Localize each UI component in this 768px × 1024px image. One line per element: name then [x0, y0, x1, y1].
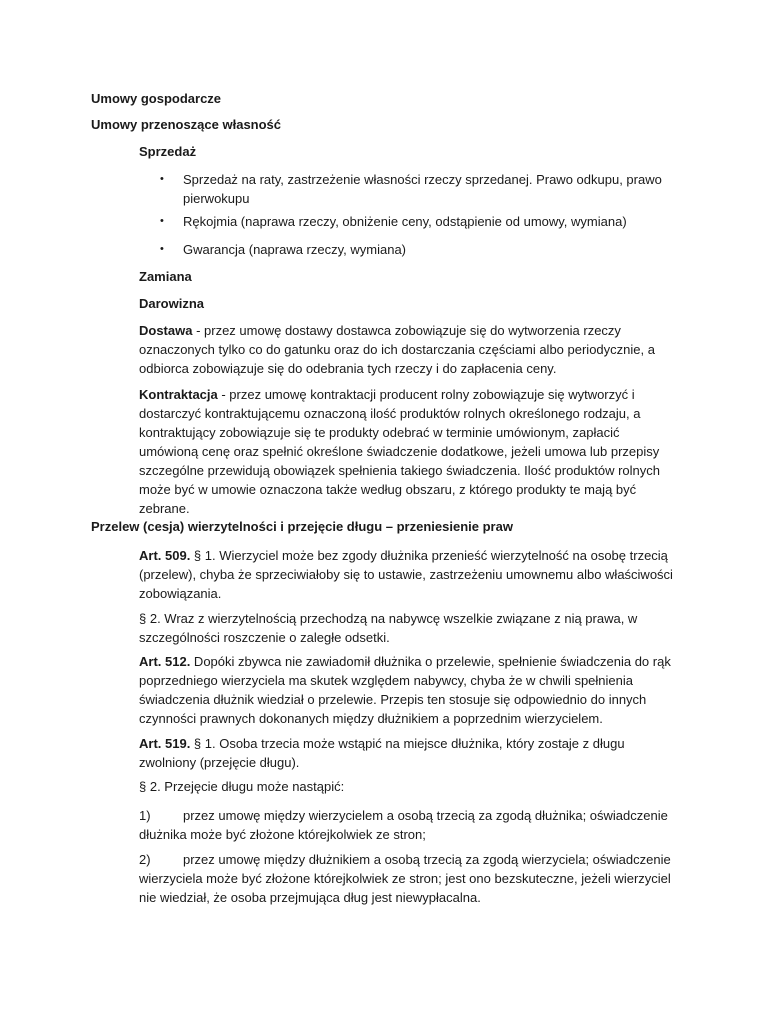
paragraph-art-512 — [139, 652, 679, 728]
paragraph-line: - przez umowę dostawy dostawca zobowiązuje się do wytworzenia rzeczy — [192, 323, 621, 338]
heading-umowy-przenoszace: Umowy przenoszące własność — [91, 117, 282, 132]
heading-przelew: Przelew (cesja) wierzytelności i przejęcie długu – przeniesienie praw — [91, 519, 513, 534]
paragraph-line: zebrane. — [139, 501, 190, 516]
paragraph-line: zobowiązania. — [139, 586, 222, 601]
paragraph-art-509-p2 — [139, 609, 679, 647]
article-ref-509: Art. 509. — [139, 548, 191, 563]
term-dostawa: Dostawa — [139, 323, 193, 338]
paragraph-line: przez umowę między wierzycielem a osobą trzecią za zgodą dłużnika; oświadczenie — [183, 808, 668, 823]
paragraph-line: może być w umowie oznaczona także według obszaru, z którego produkty te mają być — [139, 482, 637, 497]
paragraph-line: dłużnika może być złożone którejkolwiek ze stron; — [139, 827, 426, 842]
paragraph-line: wierzyciela może być złożone którejkolwiek ze stron; jest ono bezskuteczne, jeżeli wierzyciel — [139, 871, 671, 886]
bullet-item-rekojmia — [160, 212, 680, 232]
term-kontraktacja: Kontraktacja — [139, 387, 218, 402]
paragraph-line: poprzedniego wierzyciela ma skutek względem nabywcy, chyba że w chwili spełnienia — [139, 673, 633, 688]
bullet-item-gwarancja — [160, 240, 680, 260]
heading-umowy-gospodarcze: Umowy gospodarcze — [91, 91, 222, 106]
bullet-icon: • — [160, 243, 164, 255]
bullet-item-raty — [160, 170, 680, 210]
paragraph-line: nie wiedział, że osoba przejmująca dług jest niewypłacalna. — [139, 890, 481, 905]
paragraph-line: (przelew), chyba że sprzeciwiałoby się to ustawie, zastrzeżeniu umownemu albo właściwości — [139, 567, 673, 582]
paragraph-line: świadczenia dłużnik wiedział o przelewie. Przepis ten stosuje się odpowiednio do innych — [139, 692, 647, 707]
bullet-icon: • — [160, 173, 164, 185]
paragraph-line: kontraktujący zobowiązuje się te produkty odebrać w terminie umówionym, zapłacić — [139, 425, 620, 440]
paragraph-line: czynności prawnych dokonanych między dłużnikiem a poprzednim wierzycielem. — [139, 711, 603, 726]
paragraph-art-509 — [139, 546, 679, 603]
paragraph-line: § 1. Wierzyciel może bez zgody dłużnika przenieść wierzytelność na osobę trzecią — [190, 548, 668, 563]
heading-sprzedaz: Sprzedaż — [139, 144, 197, 159]
list-number: 1) — [139, 808, 151, 823]
paragraph-line: odbiorca zobowiązuje się do odebrania tych rzeczy i do zapłacenia ceny. — [139, 361, 557, 376]
paragraph-line: - przez umowę kontraktacji producent rolny zobowiązuje się wytworzyć i — [217, 387, 635, 402]
paragraph-line: zwolniony (przejęcie długu). — [139, 755, 300, 770]
paragraph-dostawa — [139, 321, 679, 378]
paragraph-line: przez umowę między dłużnikiem a osobą trzecią za zgodą wierzyciela; oświadczenie — [183, 852, 671, 867]
list-item-point-2 — [139, 850, 679, 907]
bullet-text-line: Gwarancja (naprawa rzeczy, wymiana) — [183, 242, 406, 257]
paragraph-line: § 1. Osoba trzecia może wstąpić na miejsce dłużnika, który zostaje z długu — [190, 736, 625, 751]
paragraph-line: § 2. Wraz z wierzytelnością przechodzą na nabywcę wszelkie związane z nią prawa, w — [139, 611, 638, 626]
bullet-icon: • — [160, 215, 164, 227]
list-number: 2) — [139, 852, 151, 867]
paragraph-kontraktacja — [139, 385, 679, 518]
paragraph-line: szczególności roszczenie o zaległe odsetki. — [139, 630, 390, 645]
paragraph-line: oznaczonych tylko co do gatunku oraz do ich dostarczania częściami albo periodycznie, a — [139, 342, 655, 357]
bullet-text-line: pierwokupu — [183, 191, 250, 206]
paragraph-line: szczególne przewidują obowiązek spełnienia takiego świadczenia. Ilość produktów rolnych — [139, 463, 661, 478]
article-ref-512: Art. 512. — [139, 654, 191, 669]
paragraph-line: umówioną cenę oraz spełnić określone świadczenie dodatkowe, jeżeli umowa lub przepisy — [139, 444, 660, 459]
paragraph-line: Dopóki zbywca nie zawiadomił dłużnika o przelewie, spełnienie świadczenia do rąk — [190, 654, 671, 669]
paragraph-line: dostarczyć kontraktującemu oznaczoną ilość produktów rolnych określonego rodzaju, a — [139, 406, 641, 421]
heading-darowizna: Darowizna — [139, 296, 205, 311]
list-item-point-1 — [139, 806, 679, 844]
heading-zamiana: Zamiana — [139, 269, 192, 284]
article-ref-519: Art. 519. — [139, 736, 191, 751]
bullet-text-line: Sprzedaż na raty, zastrzeżenie własności rzeczy sprzedanej. Prawo odkupu, prawo — [183, 172, 662, 187]
paragraph-art-519-p2: § 2. Przejęcie długu może nastąpić: — [139, 779, 345, 794]
bullet-text-line: Rękojmia (naprawa rzeczy, obniżenie ceny, odstąpienie od umowy, wymiana) — [183, 214, 627, 229]
paragraph-art-519 — [139, 734, 679, 772]
